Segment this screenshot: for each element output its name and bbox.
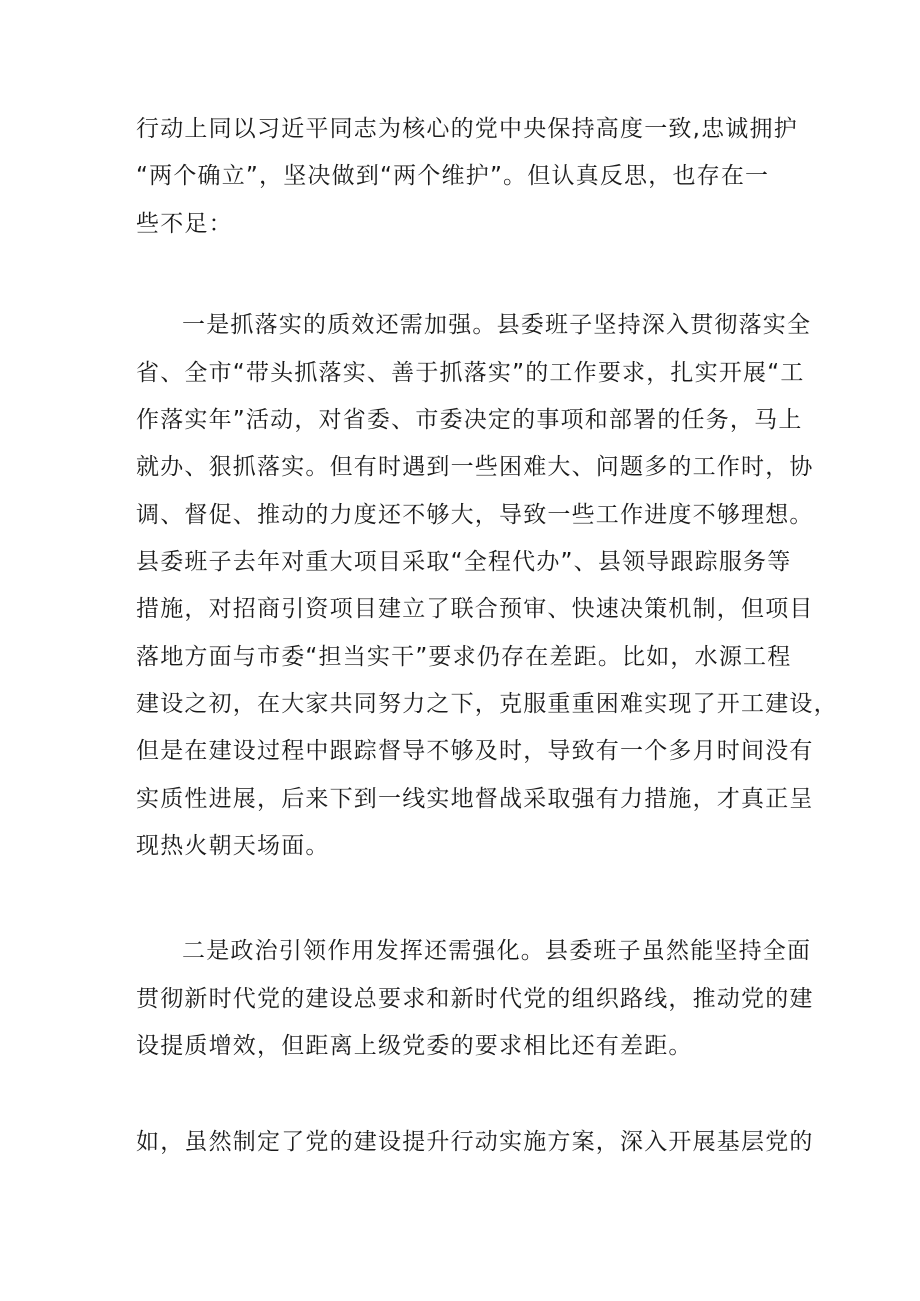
paragraph-2-line-2: 省、全市“带头抓落实、善于抓落实”的工作要求，扎实开展“工 [136, 360, 805, 386]
paragraph-1-line-1: 行动上同以习近平同志为核心的党中央保持高度一致,忠诚拥护 [136, 116, 798, 142]
paragraph-1-line-2: “两个确立”，坚决做到“两个维护”。但认真反思，也存在一 [136, 163, 770, 189]
paragraph-2-line-1: 一是抓落实的质效还需加强。县委班子坚持深入贯彻落实全 [182, 312, 812, 338]
paragraph-3-line-1: 二是政治引领作用发挥还需强化。县委班子虽然能坚持全面 [182, 938, 812, 964]
paragraph-2-line-11: 实质性进展，后来下到一线实地督战采取强有力措施，才真正呈 [136, 786, 814, 812]
paragraph-2-line-12: 现热火朝天场面。 [136, 833, 330, 859]
paragraph-2-line-3: 作落实年”活动，对省委、市委决定的事项和部署的任务，马上 [136, 407, 803, 433]
paragraph-2-line-5: 调、督促、推动的力度还不够大，导致一些工作进度不够理想。 [136, 502, 814, 528]
paragraph-3-line-2: 贯彻新时代党的建设总要求和新时代党的组织路线，推动党的建 [136, 986, 814, 1012]
paragraph-2-line-4: 就办、狠抓落实。但有时遇到一些困难大、问题多的工作时，协 [136, 454, 814, 480]
paragraph-2-line-10: 但是在建设过程中跟踪督导不够及时，导致有一个多月时间没有 [136, 738, 814, 764]
paragraph-2-line-8: 落地方面与市委“担当实干”要求仍存在差距。比如，水源工程 [136, 644, 792, 670]
paragraph-2-line-6: 县委班子去年对重大项目采取“全程代办”、县领导跟踪服务等 [136, 549, 792, 575]
paragraph-2-line-9: 建设之初，在大家共同努力之下，克服重重困难实现了开工建设， [136, 691, 838, 717]
paragraph-1-line-3: 些不足： [136, 211, 233, 237]
paragraph-3-line-3: 设提质增效，但距离上级党委的要求相比还有差距。 [136, 1033, 693, 1059]
paragraph-4-line-1: 如，虽然制定了党的建设提升行动实施方案，深入开展基层党的 [136, 1129, 814, 1155]
paragraph-2-line-7: 措施，对招商引资项目建立了联合预审、快速决策机制，但项目 [136, 596, 814, 622]
